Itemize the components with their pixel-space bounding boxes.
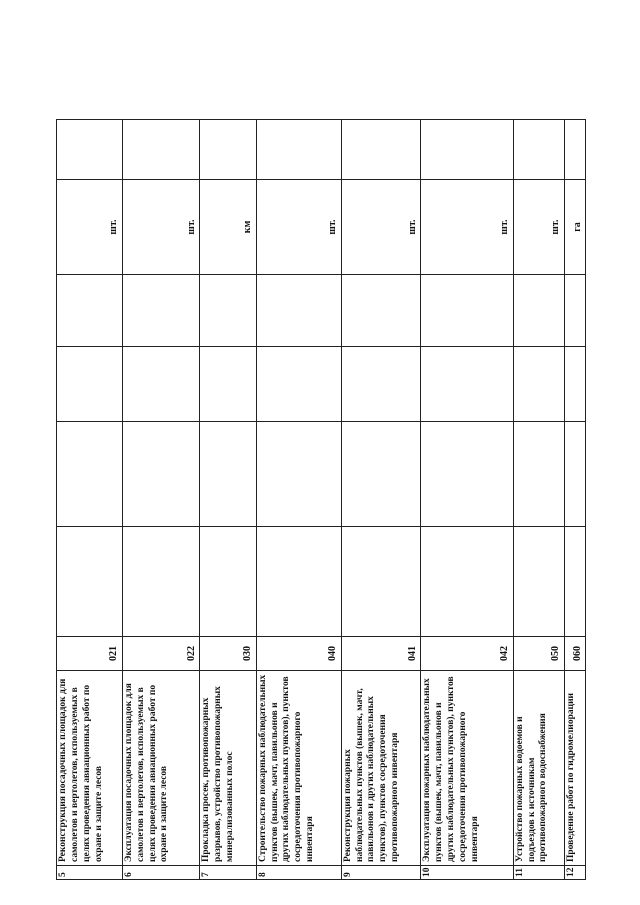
empty-cell [564, 120, 585, 180]
empty-cell [122, 120, 200, 180]
work-name: Проведение работ по гидромелиорации [564, 671, 585, 866]
empty-cell [57, 120, 123, 180]
empty-cell [256, 120, 341, 180]
empty-cell [513, 422, 564, 527]
row-code: 060 [564, 637, 585, 671]
empty-cell [421, 422, 513, 527]
row-number: 6 [122, 866, 200, 880]
empty-cell [200, 120, 256, 180]
empty-cell [564, 422, 585, 527]
empty-cell [57, 527, 123, 637]
empty-cell [341, 120, 421, 180]
table-row [57, 120, 123, 880]
empty-cell [513, 120, 564, 180]
table-row [513, 120, 564, 880]
unit-cell: шт. [122, 180, 200, 275]
row-code: 050 [513, 637, 564, 671]
empty-cell [421, 347, 513, 422]
empty-cell [122, 422, 200, 527]
empty-cell [122, 527, 200, 637]
empty-cell [256, 422, 341, 527]
table-row [256, 120, 341, 880]
unit-cell: шт. [256, 180, 341, 275]
empty-cell [513, 275, 564, 347]
empty-cell [341, 527, 421, 637]
table-row [122, 120, 200, 880]
unit-cell: шт. [57, 180, 123, 275]
empty-cell [57, 275, 123, 347]
empty-cell [256, 275, 341, 347]
work-name: Эксплуатация пожарных наблюдательных пунктов (вышек, мачт, павильонов и других наблюдательных пунктов), пунктов сосредоточения противопожарного инвентаря [421, 671, 513, 866]
empty-cell [421, 275, 513, 347]
empty-cell [200, 275, 256, 347]
empty-cell [421, 527, 513, 637]
row-code: 042 [421, 637, 513, 671]
empty-cell [341, 422, 421, 527]
row-code: 040 [256, 637, 341, 671]
row-number: 7 [200, 866, 256, 880]
row-number: 5 [57, 866, 123, 880]
unit-cell: шт. [513, 180, 564, 275]
row-number: 12 [564, 866, 585, 880]
rotated-table-wrapper [56, 120, 586, 880]
row-code: 022 [122, 637, 200, 671]
work-name: Строительство пожарных наблюдательных пунктов (вышек, мачт, павильонов и других наблюдательных пунктов), пунктов сосредоточения противопожарного инвентаря [256, 671, 341, 866]
empty-cell [564, 275, 585, 347]
empty-cell [200, 527, 256, 637]
empty-cell [200, 422, 256, 527]
empty-cell [200, 347, 256, 422]
work-name: Прокладка просек, противопожарных разрывов, устройство противопожарных минерализованных полос [200, 671, 256, 866]
table-row [564, 120, 585, 880]
empty-cell [341, 275, 421, 347]
empty-cell [122, 347, 200, 422]
work-name: Устройство пожарных водоемов и подъездов к источникам противопожарного водоснабжения [513, 671, 564, 866]
unit-cell: га [564, 180, 585, 275]
empty-cell [341, 347, 421, 422]
work-name: Эксплуатация посадочных площадок для самолетов и вертолетов, используемых в целях проведения авиационных работ по охране и защите лесов [122, 671, 200, 866]
row-number: 9 [341, 866, 421, 880]
table-row [341, 120, 421, 880]
work-name: Реконструкция пожарных наблюдательных пунктов (вышек, мачт, павильонов и других наблюдательных пунктов), пунктов сосредоточения противопожарного инвентаря [341, 671, 421, 866]
row-code: 030 [200, 637, 256, 671]
empty-cell [122, 275, 200, 347]
table-row [421, 120, 513, 880]
empty-cell [256, 347, 341, 422]
row-number: 10 [421, 866, 513, 880]
empty-cell [57, 422, 123, 527]
empty-cell [513, 347, 564, 422]
empty-cell [256, 527, 341, 637]
unit-cell: км [200, 180, 256, 275]
table-row [200, 120, 256, 880]
row-number: 11 [513, 866, 564, 880]
empty-cell [421, 120, 513, 180]
empty-cell [564, 347, 585, 422]
forest-fire-works-table [56, 119, 586, 880]
empty-cell [57, 347, 123, 422]
empty-cell [564, 527, 585, 637]
row-code: 021 [57, 637, 123, 671]
row-number: 8 [256, 866, 341, 880]
unit-cell: шт. [341, 180, 421, 275]
unit-cell: шт. [421, 180, 513, 275]
empty-cell [513, 527, 564, 637]
row-code: 041 [341, 637, 421, 671]
work-name: Реконструкция посадочных площадок для самолетов и вертолетов, используемых в целях проведения авиационных работ по охране и защите лесов [57, 671, 123, 866]
